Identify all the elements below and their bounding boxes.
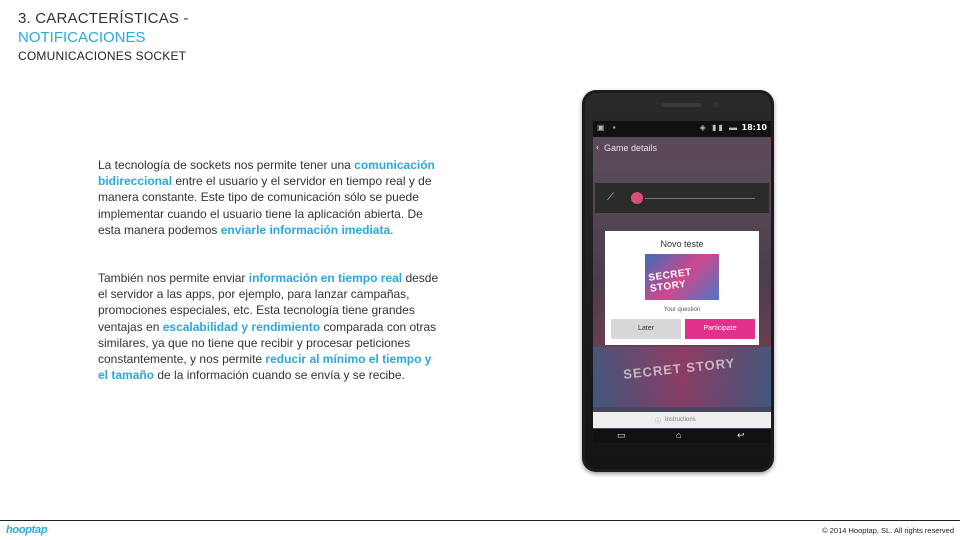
app-bar xyxy=(593,137,771,159)
later-button[interactable]: Later xyxy=(611,319,681,339)
media-track[interactable] xyxy=(645,198,755,199)
back-chevron-icon[interactable]: ‹ xyxy=(596,142,599,152)
media-bar xyxy=(595,183,769,213)
phone-screen xyxy=(593,121,771,443)
dialog-image-text: SECRET STORY xyxy=(647,266,693,295)
mute-icon[interactable]: ⟋ xyxy=(607,192,614,203)
phone-camera xyxy=(713,102,719,108)
notification-dialog xyxy=(605,231,759,345)
section-title: 3. CARACTERÍSTICAS - xyxy=(18,10,189,27)
nav-back-icon[interactable]: ▭ xyxy=(617,430,626,440)
phone-bezel xyxy=(585,93,771,469)
status-time: 18:10 xyxy=(741,123,767,132)
record-dot-icon[interactable] xyxy=(631,192,643,204)
hooptap-logo: hooptap xyxy=(6,524,48,536)
highlighted-phrase: reducir al mínimo el tiempo y el tamaño xyxy=(98,352,432,383)
text-run: La tecnología de sockets nos permite tener una xyxy=(98,158,355,172)
app-bar-title: Game details xyxy=(604,143,658,153)
text-run: También nos permite enviar xyxy=(98,271,249,285)
paragraph-sockets-intro xyxy=(98,157,443,238)
footer-divider xyxy=(0,520,960,521)
dialog-image xyxy=(645,254,719,300)
instructions-label: Instructions xyxy=(665,417,696,423)
instructions-bar[interactable] xyxy=(593,412,771,428)
nav-recent-icon[interactable]: ↩ xyxy=(737,430,745,440)
text-run: desde el servidor a las apps, por ejemplo, para lanzar campañas, promociones especiales, etc. Esta tecnología tiene grandes ventajas en xyxy=(98,271,439,334)
text-run: comparada con otras similares, ya que no tiene que recibir y procesar peticiones constantemente, y nos permite xyxy=(98,319,437,367)
dialog-title: Novo teste xyxy=(660,239,704,249)
phone-mockup xyxy=(582,90,774,472)
text-run: de la información cuando se envía y se recibe. xyxy=(154,368,405,383)
paragraph-sockets-advantages xyxy=(98,270,443,383)
notification-icons: ▣ ▪ xyxy=(597,123,619,132)
highlighted-phrase: escalabilidad y rendimiento xyxy=(162,319,321,334)
highlighted-phrase: enviarle información imediata xyxy=(220,222,391,237)
participate-button[interactable]: Participate xyxy=(685,319,755,339)
signal-icons: ◈ ▮▮ ▬ xyxy=(699,123,739,132)
section-subtitle: NOTIFICACIONES xyxy=(18,29,146,46)
section-topic: COMUNICACIONES SOCKET xyxy=(18,49,187,63)
status-bar xyxy=(593,121,771,137)
android-nav-bar xyxy=(593,429,771,443)
background-poster-text: SECRET STORY xyxy=(622,355,736,382)
background-poster xyxy=(593,347,771,407)
text-run: entre el usuario y el servidor en tiempo real y de manera constante. Este tipo de comunicación sólo se puede implementar cuando el usuario tiene la aplicación abierta. De esta manera podemos xyxy=(98,174,432,237)
text-run: . xyxy=(390,222,394,237)
highlighted-phrase: comunicación bidireccional xyxy=(98,158,435,189)
copyright-notice: © 2014 Hooptap, SL. All rights reserved xyxy=(822,526,954,535)
phone-earpiece xyxy=(661,103,701,107)
info-icon: ⓘ xyxy=(655,419,662,425)
dialog-question: Your question xyxy=(663,307,701,313)
nav-home-icon[interactable]: ⌂ xyxy=(676,430,682,440)
highlighted-phrase: información en tiempo real xyxy=(248,271,403,285)
